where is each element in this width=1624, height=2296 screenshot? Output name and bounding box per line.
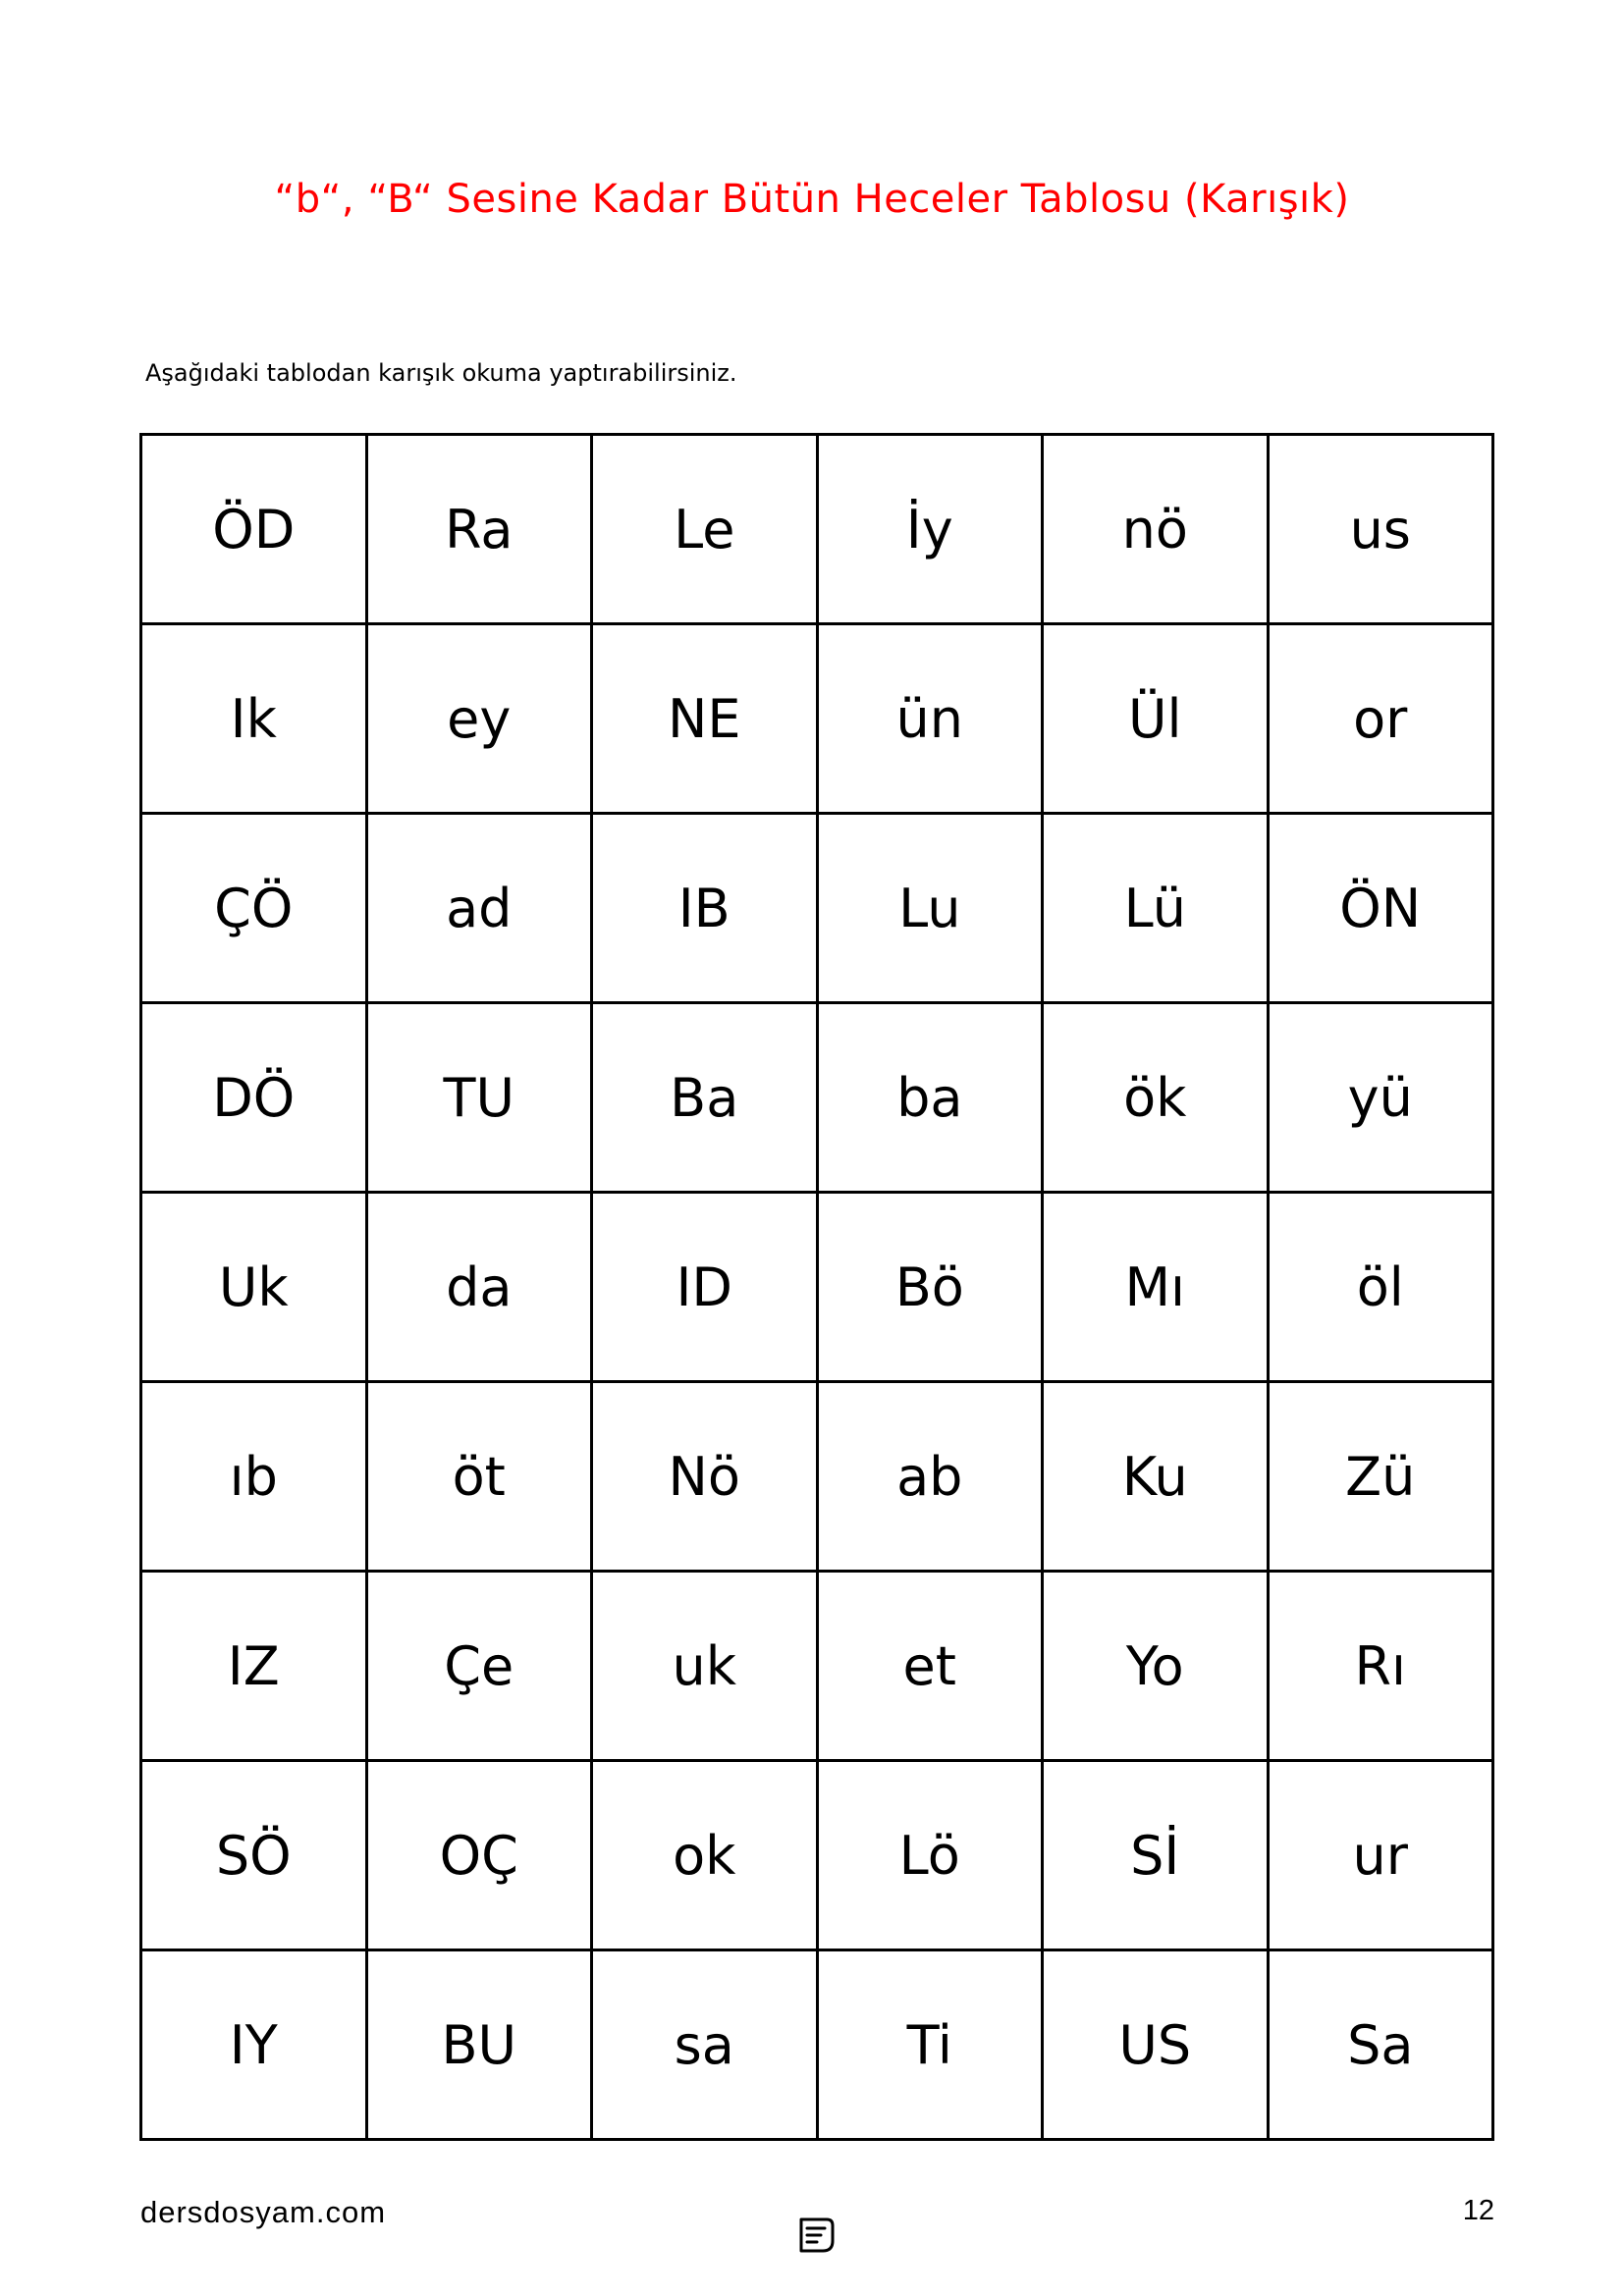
document-lines-logo-icon	[793, 2216, 839, 2255]
syllable-cell: Mı	[1043, 1193, 1269, 1382]
syllable-cell: Ül	[1043, 624, 1269, 814]
instruction-text: Aşağıdaki tablodan karışık okuma yaptırabilirsiniz.	[145, 359, 737, 387]
syllable-cell: Sa	[1268, 1950, 1493, 2140]
syllable-cell: Bö	[817, 1193, 1043, 1382]
syllable-cell: IB	[592, 814, 818, 1003]
syllable-table-body	[141, 435, 1493, 2140]
syllable-table	[139, 433, 1494, 2141]
table-row	[141, 814, 1493, 1003]
syllable-cell: ab	[817, 1382, 1043, 1572]
table-row	[141, 624, 1493, 814]
page-title: “b“, “B“ Sesine Kadar Bütün Heceler Tablosu (Karışık)	[274, 177, 1350, 222]
syllable-cell: ur	[1268, 1761, 1493, 1950]
syllable-cell: ıb	[141, 1382, 367, 1572]
syllable-cell: Uk	[141, 1193, 367, 1382]
syllable-cell: Rı	[1268, 1572, 1493, 1761]
table-row	[141, 1572, 1493, 1761]
syllable-cell: Ra	[366, 435, 592, 624]
syllable-cell: us	[1268, 435, 1493, 624]
syllable-cell: ÇÖ	[141, 814, 367, 1003]
table-row	[141, 1003, 1493, 1193]
syllable-cell: öl	[1268, 1193, 1493, 1382]
syllable-cell: sa	[592, 1950, 818, 2140]
syllable-cell: yü	[1268, 1003, 1493, 1193]
syllable-cell: ÖN	[1268, 814, 1493, 1003]
syllable-cell: Le	[592, 435, 818, 624]
syllable-cell: ün	[817, 624, 1043, 814]
syllable-cell: da	[366, 1193, 592, 1382]
syllable-cell: Zü	[1268, 1382, 1493, 1572]
syllable-cell: Ba	[592, 1003, 818, 1193]
syllable-cell: Lö	[817, 1761, 1043, 1950]
syllable-cell: OÇ	[366, 1761, 592, 1950]
syllable-cell: Sİ	[1043, 1761, 1269, 1950]
syllable-cell: ök	[1043, 1003, 1269, 1193]
syllable-cell: IZ	[141, 1572, 367, 1761]
syllable-cell: ÖD	[141, 435, 367, 624]
syllable-cell: Yo	[1043, 1572, 1269, 1761]
syllable-cell: İy	[817, 435, 1043, 624]
table-row	[141, 1193, 1493, 1382]
table-row	[141, 1382, 1493, 1572]
syllable-cell: ey	[366, 624, 592, 814]
syllable-cell: öt	[366, 1382, 592, 1572]
syllable-cell: or	[1268, 624, 1493, 814]
page-number: 12	[1462, 2195, 1494, 2226]
syllable-cell: DÖ	[141, 1003, 367, 1193]
syllable-cell: ad	[366, 814, 592, 1003]
syllable-cell: ID	[592, 1193, 818, 1382]
table-row	[141, 1761, 1493, 1950]
syllable-cell: Lü	[1043, 814, 1269, 1003]
syllable-cell: BU	[366, 1950, 592, 2140]
syllable-cell: Lu	[817, 814, 1043, 1003]
syllable-cell: Ik	[141, 624, 367, 814]
syllable-cell: Ti	[817, 1950, 1043, 2140]
syllable-cell: SÖ	[141, 1761, 367, 1950]
syllable-cell: IY	[141, 1950, 367, 2140]
syllable-cell: Çe	[366, 1572, 592, 1761]
table-row	[141, 435, 1493, 624]
syllable-cell: ok	[592, 1761, 818, 1950]
syllable-cell: ba	[817, 1003, 1043, 1193]
syllable-cell: Ku	[1043, 1382, 1269, 1572]
syllable-cell: et	[817, 1572, 1043, 1761]
syllable-cell: uk	[592, 1572, 818, 1761]
syllable-cell: TU	[366, 1003, 592, 1193]
footer-site-name: dersdosyam.com	[140, 2195, 387, 2229]
syllable-cell: US	[1043, 1950, 1269, 2140]
table-row	[141, 1950, 1493, 2140]
syllable-cell: NE	[592, 624, 818, 814]
syllable-cell: nö	[1043, 435, 1269, 624]
syllable-cell: Nö	[592, 1382, 818, 1572]
